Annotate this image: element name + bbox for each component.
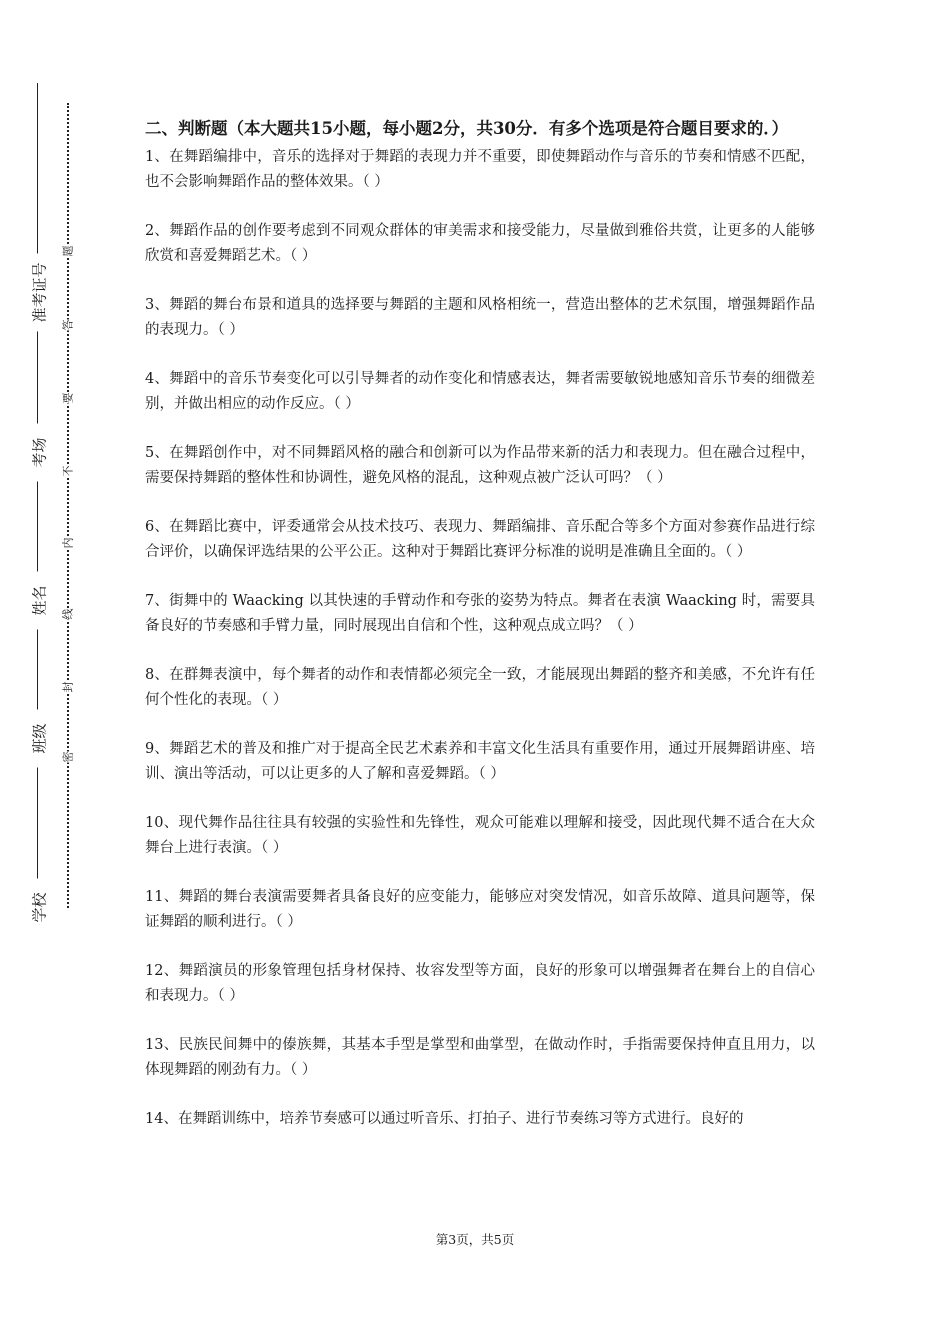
question-item: 4、舞蹈中的音乐节奏变化可以引导舞者的动作变化和情感表达，舞者需要敏锐地感知音乐节奏的细微差别，并做出相应的动作反应。（ ） [145, 371, 815, 412]
seal-dotted-line [67, 103, 69, 908]
label-name: 姓名 [29, 572, 50, 630]
label-exam-number: 准考证号 [29, 254, 50, 332]
question-item: 7、街舞中的 Waacking 以其快速的手臂动作和夸张的姿势为特点。舞者在表演 Waacking 时，需要具备良好的节奏感和手臂力量，同时展现出自信和个性，这种观点成立吗？（ ） [145, 593, 815, 634]
question-item: 11、舞蹈的舞台表演需要舞者具备良好的应变能力，能够应对突发情况，如音乐故障、道具问题等，保证舞蹈的顺利进行。（ ） [145, 889, 815, 930]
question-item: 13、民族民间舞中的傣族舞，其基本手型是掌型和曲掌型，在做动作时，手指需要保持伸直且用力，以体现舞蹈的刚劲有力。（ ） [145, 1037, 815, 1078]
question-item: 9、舞蹈艺术的普及和推广对于提高全民艺术素养和丰富文化生活具有重要作用，通过开展舞蹈讲座、培训、演出等活动，可以让更多的人了解和喜爱舞蹈。（ ） [145, 741, 815, 782]
question-item: 14、在舞蹈训练中，培养节奏感可以通过听音乐、打拍子、进行节奏练习等方式进行。良好的 [145, 1111, 744, 1127]
question-item: 8、在群舞表演中，每个舞者的动作和表情都必须完全一致，才能展现出舞蹈的整齐和美感，不允许有任何个性化的表现。（ ） [145, 667, 815, 708]
seal-char: 答 [59, 320, 77, 331]
label-school: 学校 [29, 879, 50, 937]
seal-char: 内 [59, 538, 77, 549]
question-item: 10、现代舞作品往往具有较强的实验性和先锋性，观众可能难以理解和接受，因此现代舞不适合在大众舞台上进行表演。（ ） [145, 815, 815, 856]
page-footer: 第3页，共5页 [435, 1232, 515, 1247]
question-section [145, 116, 815, 1156]
seal-char: 不 [59, 466, 77, 477]
seal-char: 封 [59, 682, 77, 693]
question-item: 5、在舞蹈创作中，对不同舞蹈风格的融合和创新可以为作品带来新的活力和表现力。但在融合过程中，需要保持舞蹈的整体性和协调性，避免风格的混乱，这种观点被广泛认可吗？（ ） [145, 445, 815, 486]
question-item: 6、在舞蹈比赛中，评委通常会从技术技巧、表现力、舞蹈编排、音乐配合等多个方面对参赛作品进行综合评价，以确保评选结果的公平公正。这种对于舞蹈比赛评分标准的说明是准确且全面的。（ ） [145, 519, 815, 560]
seal-char: 线 [59, 609, 77, 620]
seal-char: 题 [59, 246, 77, 257]
question-item: 2、舞蹈作品的创作要考虑到不同观众群体的审美需求和接受能力，尽量做到雅俗共赏，让更多的人能够欣赏和喜爱舞蹈艺术。（ ） [145, 223, 815, 264]
label-class: 班级 [29, 710, 50, 768]
label-exam-room: 考场 [29, 424, 50, 482]
binding-solid-line [37, 83, 38, 925]
question-item: 12、舞蹈演员的形象管理包括身材保持、妆容发型等方面，良好的形象可以增强舞者在舞台上的自信心和表现力。（ ） [145, 963, 815, 1004]
seal-char: 要 [59, 393, 77, 404]
question-item: 1、在舞蹈编排中，音乐的选择对于舞蹈的表现力并不重要，即使舞蹈动作与音乐的节奏和情感不匹配，也不会影响舞蹈作品的整体效果。（ ） [145, 149, 815, 190]
seal-char: 密 [59, 752, 77, 763]
binding-margin [0, 0, 120, 1344]
question-item: 3、舞蹈的舞台布景和道具的选择要与舞蹈的主题和风格相统一，营造出整体的艺术氛围，增强舞蹈作品的表现力。（ ） [145, 297, 815, 338]
section-title: 二、判断题（本大题共15小题，每小题2分，共30分．有多个选项是符合题目要求的．） [145, 119, 789, 138]
